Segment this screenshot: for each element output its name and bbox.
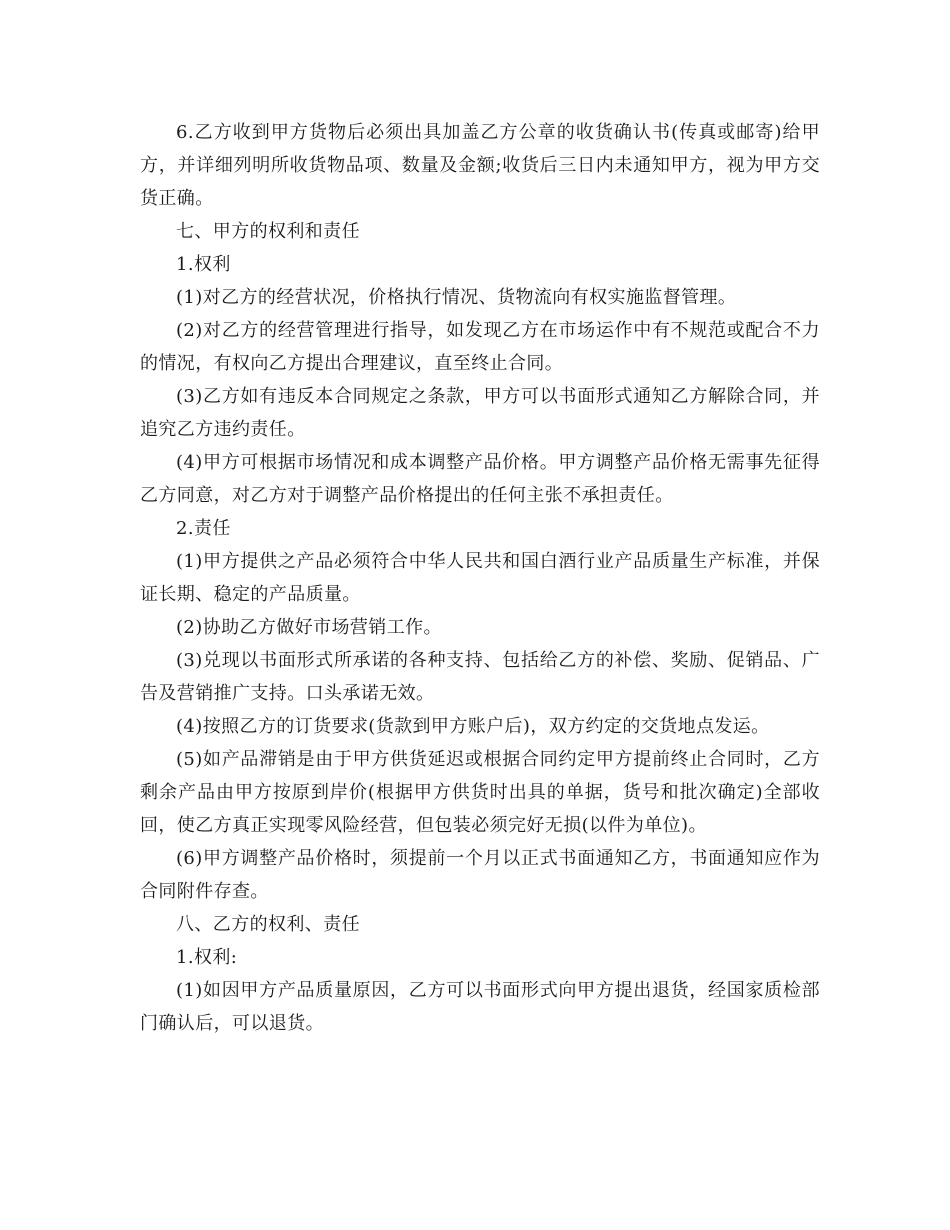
paragraph-rights-1: (1)对乙方的经营状况，价格执行情况、货物流向有权实施监督管理。 bbox=[176, 287, 737, 308]
paragraph-clause-6: 6.乙方收到甲方货物后必须出具加盖乙方公章的收货确认书(传真或邮寄)给甲方，并详细列明所收货物品项、数量及金额;收货后三日内未通知甲方，视为甲方交货正确。 bbox=[140, 122, 820, 209]
section-heading-7: 七、甲方的权利和责任 bbox=[176, 221, 360, 242]
subheading-party-b-rights: 1.权利: bbox=[176, 947, 238, 968]
subheading-responsibilities: 2.责任 bbox=[176, 518, 231, 539]
paragraph-responsibility-1: (1)甲方提供之产品必须符合中华人民共和国白酒行业产品质量生产标准，并保证长期、稳定的产品质量。 bbox=[140, 551, 820, 605]
paragraph-responsibility-5: (5)如产品滞销是由于甲方供货延迟或根据合同约定甲方提前终止合同时，乙方剩余产品由甲方按原到岸价(根据甲方供货时出具的单据，货号和批次确定)全部收回，使乙方真正实现零风险经营，但包装必须完好无损(以件为单位)。 bbox=[140, 749, 820, 836]
paragraph-responsibility-6: (6)甲方调整产品价格时，须提前一个月以正式书面通知乙方，书面通知应作为合同附件存查。 bbox=[140, 848, 820, 902]
paragraph-responsibility-2: (2)协助乙方做好市场营销工作。 bbox=[176, 617, 442, 638]
paragraph-party-b-rights-1: (1)如因甲方产品质量原因，乙方可以书面形式向甲方提出退货，经国家质检部门确认后，可以退货。 bbox=[140, 980, 820, 1034]
section-heading-8: 八、乙方的权利、责任 bbox=[176, 914, 360, 935]
paragraph-responsibility-3: (3)兑现以书面形式所承诺的各种支持、包括给乙方的补偿、奖励、促销品、广告及营销推广支持。口头承诺无效。 bbox=[140, 650, 820, 704]
paragraph-rights-3: (3)乙方如有违反本合同规定之条款，甲方可以书面形式通知乙方解除合同，并追究乙方违约责任。 bbox=[140, 386, 820, 440]
paragraph-rights-4: (4)甲方可根据市场情况和成本调整产品价格。甲方调整产品价格无需事先征得乙方同意，对乙方对于调整产品价格提出的任何主张不承担责任。 bbox=[140, 452, 820, 506]
subheading-rights: 1.权利 bbox=[176, 254, 231, 275]
paragraph-responsibility-4: (4)按照乙方的订货要求(货款到甲方账户后)，双方约定的交货地点发运。 bbox=[176, 716, 770, 737]
paragraph-rights-2: (2)对乙方的经营管理进行指导，如发现乙方在市场运作中有不规范或配合不力的情况，有权向乙方提出合理建议，直至终止合同。 bbox=[140, 320, 820, 374]
document-body bbox=[140, 116, 820, 1040]
